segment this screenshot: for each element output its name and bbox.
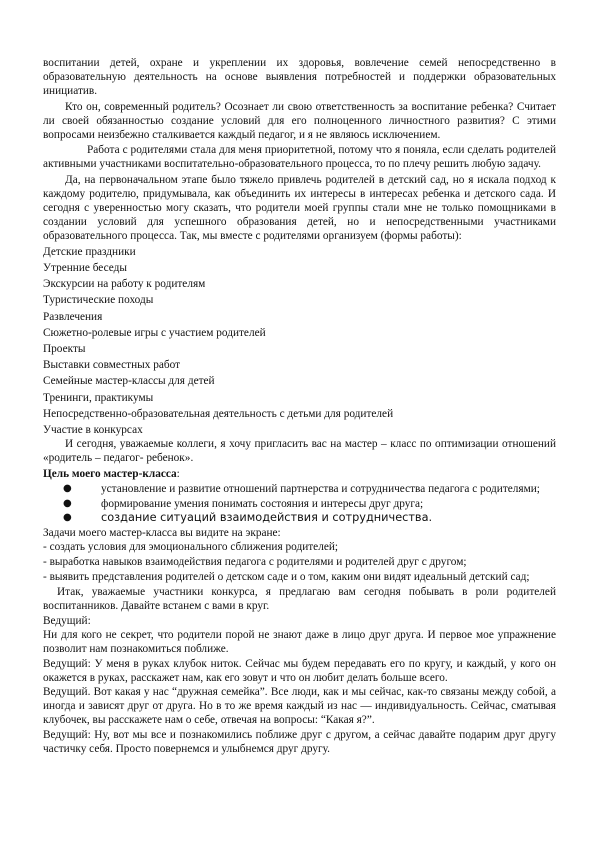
list-item: ● установление и развитие отношений партнерства и сотрудничества педагога с родителями; — [63, 482, 540, 495]
list-item: Туристические походы — [43, 294, 154, 307]
paragraph-invitation: И сегодня, уважаемые коллеги, я хочу пригласить вас на мастер – класс по оптимизации отношений «родитель – педагог- ребенок». — [43, 438, 556, 465]
list-item: Непосредственно-образовательная деятельность с детьми для родителей — [43, 407, 394, 420]
goal-heading-line — [43, 468, 556, 482]
paragraph-first-stage: Да, на первоначальном этапе было тяжело привлечь родителей в детский сад, но я искала подход к каждому родителю, придумывала, как объединить их интересы в интересах ребенка и детского сада. И сегодня с уверенностью могу сказать, что родители моей группы стали мне не только помощниками в создании условий для успешного образования детей, но и непосредственными участниками образовательного процесса. Так, мы вместе с родителями организуем (формы работы): — [43, 174, 556, 242]
list-item: Тренинги, практикумы — [43, 391, 154, 404]
list-item: Детские праздники — [43, 245, 136, 258]
goal-heading-colon: : — [176, 468, 180, 481]
list-item: Экскурсии на работу к родителям — [43, 278, 206, 291]
list-item: - выявить представления родителей о детском саде и о том, каким они видят идеальный детский сад; — [43, 570, 530, 583]
dialog-line: Ни для кого не секрет, что родители порой не знают даже в лицо друг друга. И первое мое упражнение позволит нам познакомиться поближе. — [43, 629, 556, 656]
bullet-icon: ● — [63, 482, 72, 494]
dialog-line: Ведущий. Вот какая у нас “дружная семейка”. Все люди, как и мы сейчас, как-то связаны между собой, а иногда и зависят друг от друга. Но в то же время каждый из нас — индивидуальность. Сейчас, сматывая клубочек, вы расскажете нам о себе, отвечая на вопросы: “Какая я?”. — [43, 685, 556, 727]
paragraph-work-with-parents: Работа с родителями стала для меня приоритетной, потому что я поняла, если сделать родителей активными участниками воспитательно-образовательного процесса, то по плечу решить любую задачу. — [43, 144, 556, 171]
list-item: Проекты — [43, 343, 86, 355]
list-item: - выработка навыков взаимодействия педагога с родителями и родителей друг с другом; — [43, 555, 467, 568]
list-item: Семейные мастер-классы для детей — [43, 375, 215, 388]
list-item: ● создание ситуаций взаимодействия и сотрудничества. — [63, 511, 433, 525]
document-page — [43, 57, 556, 756]
list-item: - создать условия для эмоционального сближения родителей; — [43, 541, 339, 554]
bullet-icon: ● — [63, 497, 72, 509]
list-item: ● формирование умения понимать состояния и интересы друг друга; — [63, 497, 424, 510]
paragraph-intro-continued: воспитании детей, охране и укреплении их здоровья, вовлечение семей непосредственно в образовательную деятельность на основе выявления потребностей и поддержки образовательных инициатив. — [43, 57, 556, 97]
goals-list — [43, 482, 556, 526]
list-item: Сюжетно-ролевые игры с участием родителей — [43, 326, 266, 339]
bullet-icon: ● — [63, 512, 72, 524]
goal-heading: Цель моего мастер-класса — [43, 468, 177, 481]
list-item: Участие в конкурсах — [43, 424, 143, 437]
dialog-line: Ведущий: — [43, 614, 91, 627]
dialog-line: Ведущий: У меня в руках клубок ниток. Сейчас мы будем передавать его по кругу, и каждый, у кого он окажется в руках, расскажет нам, как его зовут и что он любит делать больше всего. — [43, 657, 556, 684]
list-item: Утренние беседы — [43, 261, 127, 274]
dialog-block — [43, 614, 556, 756]
paragraph-transition: Итак, уважаемые участники конкурса, я предлагаю вам сегодня побывать в роли родителей воспитанников. Давайте встанем с вами в круг. — [43, 586, 556, 612]
tasks-intro: Задачи моего мастер-класса вы видите на экране: — [43, 526, 281, 539]
tasks-block — [43, 526, 556, 584]
paragraph-modern-parent: Кто он, современный родитель? Осознает ли свою ответственность за воспитание ребенка? Считает ли своей обязанностью создание условий для его полноценного личностного развития? С этими вопросами неизбежно сталкивается каждый педагог, и я не являюсь исключением. — [43, 100, 556, 141]
list-item: Выставки совместных работ — [43, 359, 181, 372]
dialog-line: Ведущий: Ну, вот мы все и познакомились поближе друг с другом, а сейчас давайте подарим друг другу частичку себя. Просто повернемся и улыбнемся друг другу. — [43, 728, 556, 755]
list-item: Развлечения — [43, 310, 103, 323]
forms-of-work-list — [43, 244, 556, 438]
